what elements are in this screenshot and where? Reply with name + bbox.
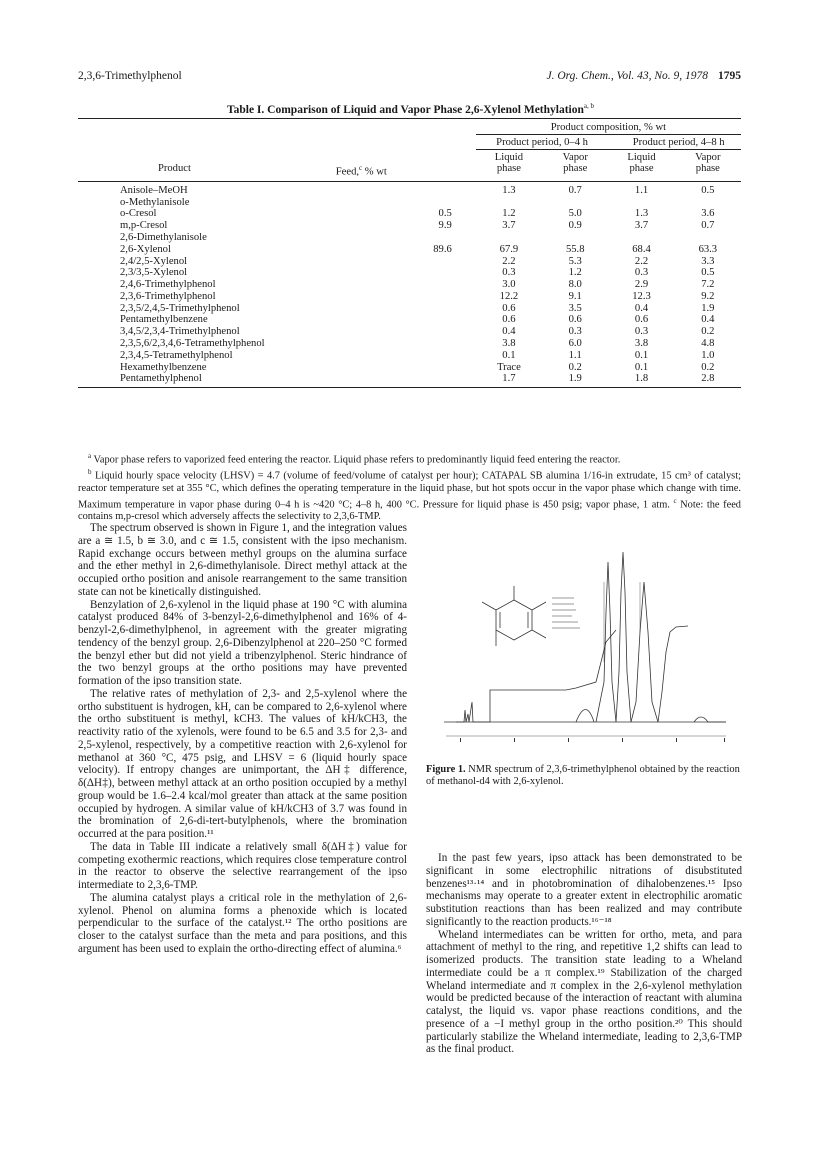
vapor-0-4h-cell: 6.0: [568, 338, 582, 350]
feed-cell: [271, 303, 476, 315]
table-row: [78, 197, 741, 209]
feed-cell: [271, 362, 476, 374]
feed-cell: 9.9: [438, 220, 452, 232]
vapor-0-4h-cell: 5.0: [568, 208, 582, 220]
vapor-0-4h-cell: 0.7: [568, 184, 582, 196]
table-row: [78, 181, 741, 196]
table-row: [78, 326, 741, 338]
left-column-text: [78, 522, 407, 956]
product-cell: 2,3/3,5-Xylenol: [120, 267, 188, 279]
liquid-4-8h-cell: 1.1: [634, 184, 649, 196]
vapor-4-8h-cell: 0.7: [701, 220, 715, 232]
liquid-0-4h-cell: 3.8: [502, 338, 516, 350]
feed-cell: [271, 197, 476, 209]
vapor-0-4h-cell: 1.9: [568, 373, 582, 385]
table-row: [78, 291, 741, 303]
feed-cell: 89.6: [433, 243, 452, 255]
product-cell: Pentamethylphenol: [120, 373, 202, 385]
liquid-0-4h-cell: 1.2: [502, 208, 516, 220]
vapor-4-8h-cell: 9.2: [701, 290, 715, 302]
liquid-0-4h-cell: 3.7: [502, 220, 516, 232]
liquid-4-8h-cell: [608, 232, 674, 244]
vapor-0-4h-cell: [542, 197, 608, 209]
feed-cell: [271, 181, 476, 196]
ppm-tick: [622, 738, 623, 742]
feed-cell: [271, 314, 476, 326]
vapor-0-4h-cell: 1.2: [568, 267, 582, 279]
vapor-4-8h-cell: [675, 197, 741, 209]
group-header: Product composition, % wt: [476, 119, 741, 135]
table-footnotes: [78, 450, 741, 523]
product-cell: 2,6-Dimethylanisole: [120, 231, 207, 243]
benzene-ring-icon: [496, 600, 532, 640]
liquid-0-4h-cell: 0.1: [502, 349, 516, 361]
vapor-4-8h-cell: 63.3: [698, 243, 718, 255]
liquid-4-8h-cell: 2.9: [634, 279, 649, 291]
vapor-0-4h-cell: 8.0: [568, 279, 582, 291]
feed-cell: [271, 373, 476, 387]
vapor-4-8h-cell: 0.5: [701, 184, 715, 196]
ppm-tick: [514, 738, 515, 742]
product-cell: Hexamethylbenzene: [120, 361, 207, 373]
vapor-0-4h-cell: 0.9: [568, 220, 582, 232]
ppm-tick: [724, 738, 725, 742]
liquid-0-4h-cell: [476, 232, 542, 244]
feed-cell: [271, 350, 476, 362]
liquid-0-4h-cell: 0.6: [502, 302, 516, 314]
product-cell: Anisole–MeOH: [120, 184, 188, 196]
product-cell: 2,4,6-Trimethylphenol: [120, 279, 216, 291]
liquid-4-8h-cell: 1.3: [634, 208, 649, 220]
product-cell: Pentamethylbenzene: [120, 314, 208, 326]
table-row: [78, 279, 741, 291]
table-row: [78, 256, 741, 268]
vapor-4-8h-cell: 2.8: [701, 373, 715, 385]
liquid-0-4h-cell: 1.3: [502, 184, 516, 196]
feed-cell: 0.5: [438, 208, 452, 220]
liquid-0-4h-cell: 0.4: [502, 326, 516, 338]
liquid-0-4h-cell: [476, 197, 542, 209]
table-row: [78, 373, 741, 387]
paragraph: The alumina catalyst plays a critical role in the methylation of 2,6-xylenol. Phenol on alumina forms a phenoxide which is located perpendicular to the surface of the catalyst.¹² The ortho positions are closer to the catalyst surface than the meta and para positions, and this argument has been used to explain the ortho-directing effect of alumina.⁶: [78, 891, 407, 955]
vapor-0-4h-cell: 3.5: [568, 302, 582, 314]
vapor-4-8h-cell: 0.2: [701, 326, 715, 338]
liquid-4-8h-cell: 0.6: [634, 314, 649, 326]
product-cell: o-Methylanisole: [120, 196, 190, 208]
table-caption: Table I. Comparison of Liquid and Vapor Phase 2,6-Xylenol Methylation$^{a, b}$: [227, 102, 594, 116]
paragraph: Wheland intermediates can be written for ortho, meta, and para attachment of methyl to the ring, and repetitive 1,2 shifts can lead to isomerized products. The transition state leading to a Wheland intermediate could be a π complex.¹⁹ Stabilization of the charged Wheland intermediate and π complex in the 2,6-xylenol methylation would be predicted because of the interaction of reactant with alumina catalyst, the liquid vs. vapor phase reactions conditions, and the presence of a −I methyl group in the ortho position.²⁰ This should particularly stabilize the Wheland intermediate, leading to 2,3,6-TMP as the final product.: [426, 928, 742, 1056]
paragraph: The data in Table III indicate a relatively small δ(ΔH‡) value for competing exothermic reactions, which requires close temperature control in the reactor to observe the selective rearrangement of the ipso intermediate to 2,3,6-TMP.: [78, 840, 407, 891]
liquid-0-4h-cell: 3.0: [502, 279, 516, 291]
product-cell: m,p-Cresol: [120, 220, 168, 232]
liquid-0-4h-cell: 0.3: [502, 267, 516, 279]
liquid-4-8h-cell: 0.3: [634, 326, 649, 338]
liquid-4-8h-cell: 12.3: [632, 290, 651, 302]
table-row: [78, 208, 741, 220]
table-row: [78, 220, 741, 232]
product-cell: 2,4/2,5-Xylenol: [120, 255, 188, 267]
table-row: [78, 244, 741, 256]
nmr-spectrum-figure: [426, 522, 742, 752]
vapor-0-4h-cell: [542, 232, 608, 244]
liquid-0-4h-cell: 0.6: [502, 314, 516, 326]
table-row: [78, 314, 741, 326]
vapor-0-4h-cell: 5.3: [568, 255, 582, 267]
vapor-0-4h-cell: 1.1: [568, 349, 582, 361]
vapor-0-4h-cell: 0.6: [568, 314, 582, 326]
feed-cell: [271, 267, 476, 279]
footnote-a: $^a$ Vapor phase refers to vaporized feed entering the reactor. Liquid phase refers to predominantly liquid feed entering the reactor.: [88, 452, 621, 466]
table-row: [78, 303, 741, 315]
product-cell: 2,6-Xylenol: [120, 243, 171, 255]
vapor-4-8h-cell: 0.4: [701, 314, 715, 326]
product-cell: 2,3,5,6/2,3,4,6-Tetramethylphenol: [120, 338, 265, 350]
page-number: 1795: [718, 70, 741, 82]
liquid-4-8h-cell: 0.3: [634, 267, 649, 279]
data-table: Product composition, % wt Product period, 0–4 h Product period, 4–8 h Liquid Vapor Liquid Vapor Product Feed,$^c$ % wt phase phase phase phase Anisole–MeOH 1.3 0.7 1.1 0.5 o-Methylanisole o-Cresol 0.5 1.2 5.0 1.3 3.6 m,p-Cresol 9.9 3.7 0.9 3.7 0.7 2,6-Dimethylanisole 2,6-Xylenol 89.6 67.9 55.8 68.4 63.3 2,4/2,5-Xylenol 2.2 5.3 2.2 3.3 2,3/3,5-Xylenol 0.3 1.2 0.3 0.5 2,4,6-Trimethylphenol 3.0 8.0 2.9 7.2 2,3,6-Trimethylphenol 12.2 9.1 12.3 9.2 2,3,5/2,4,5-Trimethylphenol 0.6 3.5 0.4 1.9 Pentamethylbenzene 0.6 0.6 0.6 0.4 3,4,5/2,3,4-Trimethylphenol 0.4 0.3 0.3 0.2 2,3,5,6/2,3,4,6-Tetramethylphenol 3.8 6.0 3.8 4.8 2,3,4,5-Tetramethylphenol 0.1 1.1 0.1 1.0 Hexamethylbenzene Trace 0.2 0.1 0.2 Pentamethylphenol 1.7 1.9 1.8 2.8: [78, 118, 741, 388]
product-cell: 3,4,5/2,3,4-Trimethylphenol: [120, 326, 240, 338]
ppm-tick: [676, 738, 677, 742]
liquid-4-8h-cell: 3.7: [634, 220, 649, 232]
vapor-0-4h-cell: 9.1: [568, 290, 582, 302]
footnote-b: $^b$ Liquid hourly space velocity (LHSV) = 4.7 (volume of feed/volume of catalyst per hour); CATAPAL SB alumina 1/16-in extrudate, 15 cm³ of catalyst; reactor temperature set at 355 °C, which defines the operating temperature in the liquid phase, but hot spots occur in the vapor phase which change with time. Maximum temperature in vapor phase during 0–4 h is ~420 °C; 4–8 h, 400 °C. Pressure for liquid phase is 450 psig; vapor phase, 1 atm. $^c$ Note: the feed contains m,p-cresol which adversely affects the selectivity to 2,3,6-TMP.: [78, 468, 741, 523]
liquid-0-4h-cell: 2.2: [502, 255, 516, 267]
table-row: [78, 267, 741, 279]
paragraph: The relative rates of methylation of 2,3- and 2,5-xylenol where the ortho substituent is hydrogen, kH, can be compared to 2,6-xylenol where the ortho substituent is methyl, kCH3. The values of kH/kCH3, the reactivity ratio of the xylenols, were found to be 6.5 and 3.5 for 2,3- and 2,5-xylenol, respectively, by a competitive reaction with 2,6-xylenol for methanol at 360 °C, 475 psig, and LHSV = 6 (liquid hourly space velocity). If entropy changes are unimportant, the ΔH‡ difference, δ(ΔH‡), between methyl attack at an ortho position occupied by a methyl group would be 1.6–2.4 kcal/mol greater than attack at the same position occupied by hydrogen. A similar value of kH/kCH3 of 3.7 was found in the bromination of 2,6-di-tert-butylphenols, where the bromination occurred at the para position.¹¹: [78, 687, 407, 840]
liquid-4-8h-cell: 0.4: [634, 302, 649, 314]
feed-cell: [271, 326, 476, 338]
liquid-4-8h-cell: 3.8: [634, 338, 649, 350]
feed-cell: [271, 291, 476, 303]
liquid-4-8h-cell: 0.1: [634, 361, 649, 373]
vapor-0-4h-cell: 0.3: [568, 326, 582, 338]
journal-citation: J. Org. Chem., Vol. 43, No. 9, 1978 1795: [546, 70, 741, 82]
table-row: [78, 232, 741, 244]
vapor-0-4h-cell: 0.2: [568, 361, 582, 373]
vapor-4-8h-cell: 1.9: [701, 302, 715, 314]
vapor-4-8h-cell: 1.0: [701, 349, 715, 361]
liquid-4-8h-cell: 1.8: [634, 373, 649, 385]
vapor-0-4h-cell: 55.8: [565, 243, 585, 255]
feed-cell: [271, 256, 476, 268]
vapor-4-8h-cell: 4.8: [701, 338, 715, 350]
product-cell: 2,3,5/2,4,5-Trimethylphenol: [120, 302, 240, 314]
feed-cell: [271, 232, 476, 244]
vapor-4-8h-cell: 0.2: [701, 361, 715, 373]
product-col-header: Product: [157, 163, 191, 175]
product-cell: 2,3,6-Trimethylphenol: [120, 290, 216, 302]
liquid-4-8h-cell: [608, 197, 674, 209]
ppm-tick: [568, 738, 569, 742]
vapor-4-8h-cell: 3.6: [701, 208, 715, 220]
vapor-4-8h-cell: 7.2: [701, 279, 715, 291]
period1-header: Product period, 0–4 h: [476, 134, 609, 149]
liquid-0-4h-cell: 1.7: [502, 373, 516, 385]
vapor-4-8h-cell: 3.3: [701, 255, 715, 267]
nmr-spectrum-image: [426, 522, 742, 752]
liquid-4-8h-cell: 68.4: [632, 243, 651, 255]
feed-cell: [271, 338, 476, 350]
table-row: [78, 350, 741, 362]
liquid-4-8h-cell: 0.1: [634, 349, 649, 361]
table-row: [78, 338, 741, 350]
figure-caption: Figure 1. NMR spectrum of 2,3,6-trimethylphenol obtained by the reaction of methanol-d4 with 2,6-xylenol.: [426, 764, 740, 787]
vapor-4-8h-cell: 0.5: [701, 267, 715, 279]
paragraph: The spectrum observed is shown in Figure 1, and the integration values are a ≅ 1.5, b ≅ 3.0, and c ≅ 1.5, consistent with the ipso mechanism. Rapid exchange occurs between methyl groups on the alumina surface and the ether methyl in 2,6-dimethylanisole. Direct methyl attack at the occupied ortho position and anisole rearrangement to the same transition state can not be kinetically distinguished.: [78, 522, 407, 598]
ppm-tick: [460, 738, 461, 742]
liquid-4-8h-cell: 2.2: [634, 255, 649, 267]
table-row: [78, 362, 741, 374]
liquid-0-4h-cell: Trace: [497, 361, 521, 373]
liquid-0-4h-cell: 67.9: [499, 243, 519, 255]
vapor-4-8h-cell: [675, 232, 741, 244]
period2-header: Product period, 4–8 h: [608, 134, 741, 149]
right-column-text: [426, 852, 742, 1056]
product-cell: o-Cresol: [120, 208, 157, 220]
paragraph: Benzylation of 2,6-xylenol in the liquid phase at 190 °C with alumina catalyst produced 84% of 3-benzyl-2,6-dimethylphenol and 16% of 4-benzyl-2,6-dimethylphenol, in agreement with the greater migrating tendency of the benzyl group. 2,6-Dibenzylphenol at 220–250 °C formed the benzyl ether but did not yield a tribenzylphenol. Steric hindrance of the two benzyl groups at the ortho positions may have prevented formation of the ipso transition state.: [78, 598, 407, 687]
feed-cell: [271, 279, 476, 291]
table-body: [78, 181, 741, 388]
paragraph: In the past few years, ipso attack has been demonstrated to be significant in some electrophilic nitrations of disubstituted benzenes¹³·¹⁴ and in photobromination of dihalobenzenes.¹⁵ Ipso mechanisms may operate to a greater extent in electrophilic aromatic substitution reactions than has been realized and may contribute significantly to the reaction products.¹⁶⁻¹⁸: [426, 852, 742, 928]
feed-col-header: Feed,$^c$ % wt: [335, 164, 387, 178]
running-title: 2,3,6-Trimethylphenol: [78, 70, 182, 82]
running-header: [78, 70, 741, 86]
product-cell: 2,3,4,5-Tetramethylphenol: [120, 349, 233, 361]
liquid-0-4h-cell: 12.2: [499, 290, 519, 302]
